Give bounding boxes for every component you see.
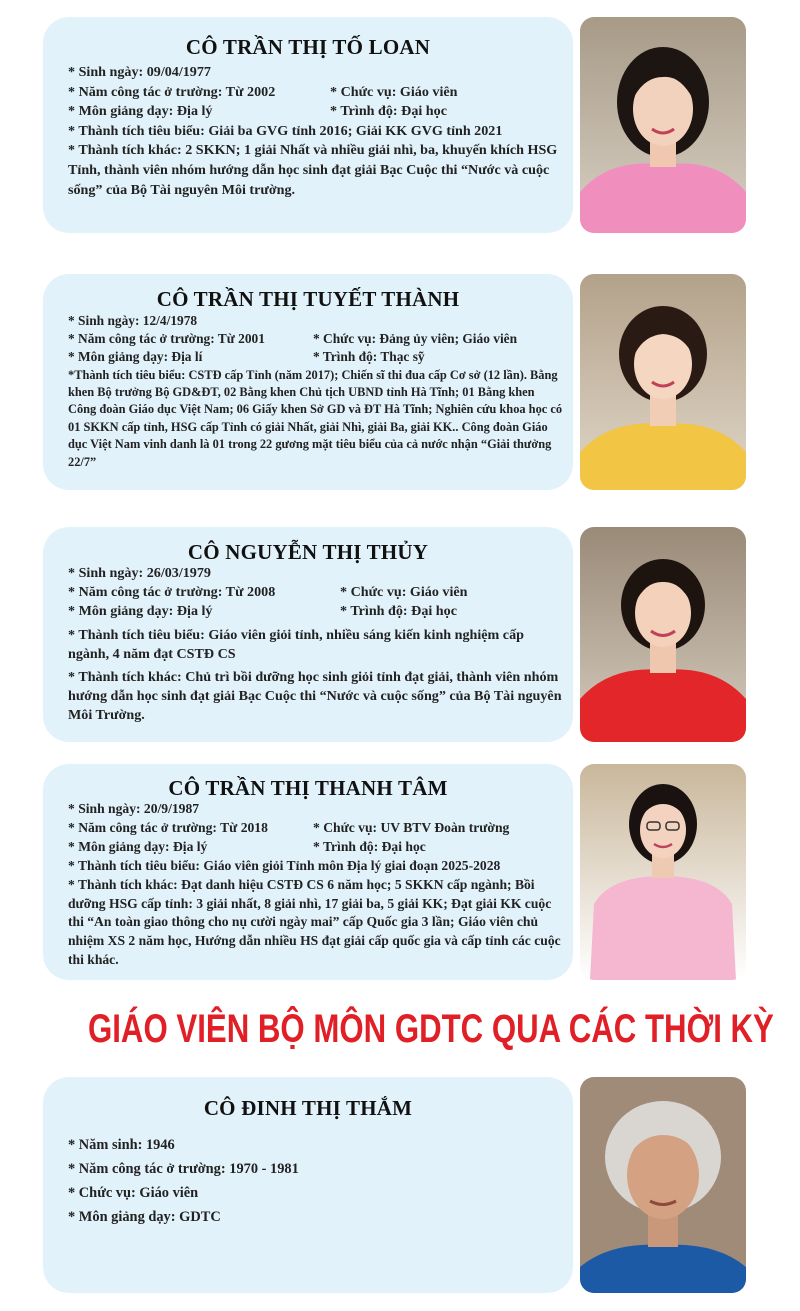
info-line: * Sinh ngày: 09/04/1977 xyxy=(68,64,211,80)
info-line: * Môn giảng dạy: Địa lí xyxy=(68,349,203,365)
info-row xyxy=(68,330,563,348)
info-line: * Sinh ngày: 12/4/1978 xyxy=(68,313,198,328)
info-line: * Trình độ: Đại học xyxy=(313,838,426,854)
portrait-image xyxy=(580,17,746,233)
info-line: * Trình độ: Thạc sỹ xyxy=(313,349,425,365)
teacher-card-1 xyxy=(43,17,573,233)
teacher-info xyxy=(43,800,573,970)
teacher-info xyxy=(43,63,573,200)
info-line: * Môn giảng dạy: GDTC xyxy=(68,1209,221,1225)
info-line: * Trình độ: Đại học xyxy=(330,103,447,120)
info-line: * Chức vụ: Đảng ủy viên; Giáo viên xyxy=(313,331,518,347)
info-line: * Chức vụ: Giáo viên xyxy=(330,83,458,100)
info-line: * Thành tích khác: Chủ trì bồi dưỡng học sinh giỏi tỉnh đạt giải, thành viên nhóm hướng dẫn học sinh đạt giải Bạc Cuộc thi “Nước và cuộc sống” của Bộ Tài nguyên Môi Trường. xyxy=(68,669,562,724)
info-row xyxy=(68,838,563,857)
info-line: * Năm công tác ở trường: Từ 2001 xyxy=(68,331,265,347)
info-line: * Chức vụ: Giáo viên xyxy=(68,1185,199,1201)
info-line: * Chức vụ: UV BTV Đoàn trường xyxy=(313,819,510,835)
info-line: * Thành tích tiêu biểu: Giáo viên giỏi Tỉnh môn Địa lý giai đoạn 2025-2028 xyxy=(68,857,501,873)
section-banner: GIÁO VIÊN BỘ MÔN GDTC QUA CÁC THỜI KỲ xyxy=(88,1007,774,1051)
info-line: * Trình độ: Đại học xyxy=(340,603,457,620)
info-line: * Thành tích tiêu biểu: Giáo viên giỏi tỉnh, nhiều sáng kiến kinh nghiệm cấp ngành, 4 năm đạt CSTĐ CS xyxy=(68,626,524,662)
info-line: * Chức vụ: Giáo viên xyxy=(340,584,468,601)
info-row xyxy=(68,83,563,103)
teacher-card-5 xyxy=(43,1077,573,1293)
teacher-info xyxy=(43,564,573,726)
info-row xyxy=(68,583,563,602)
info-line: * Năm công tác ở trường: Từ 2018 xyxy=(68,819,268,835)
info-line: * Môn giảng dạy: Địa lý xyxy=(68,603,213,620)
teacher-card-3 xyxy=(43,527,573,742)
teacher-photo-4 xyxy=(580,764,746,980)
teacher-photo-2 xyxy=(580,274,746,490)
teacher-card-2 xyxy=(43,274,573,490)
info-line: * Năm công tác ở trường: Từ 2008 xyxy=(68,584,276,601)
teacher-photo-3 xyxy=(580,527,746,742)
portrait-image xyxy=(580,764,746,980)
teacher-info xyxy=(43,1133,573,1229)
info-row xyxy=(68,602,563,621)
teacher-name: CÔ TRẦN THỊ THANH TÂM xyxy=(168,776,448,800)
info-line: * Năm công tác ở trường: 1970 - 1981 xyxy=(68,1161,299,1177)
info-line: * Môn giảng dạy: Địa lý xyxy=(68,103,213,120)
info-line: * Thành tích khác: 2 SKKN; 1 giải Nhất và nhiều giải nhì, ba, khuyến khích HSG Tỉnh, thành viên nhóm hướng dẫn học sinh đạt giải Bạc Cuộc thi “Nước và cuộc sống” của Bộ Tài nguyên Môi trường. xyxy=(68,142,558,198)
info-line: * Thành tích khác: Đạt danh hiệu CSTĐ CS 6 năm học; 5 SKKN cấp ngành; Bồi dưỡng HSG cấp tỉnh: 3 giải nhất, 8 giải nhì, 17 giải ba, 5 giải KK; Đạt giải KK cuộc thi “An toàn giao thông cho nụ cười ngày mai” cấp Quốc gia 3 lần; Giáo viên chủ nhiệm XS 2 năm học, Hướng dẫn nhiều HS đạt giải cấp quốc gia và cấp tỉnh các cuộc thi khác. xyxy=(68,876,561,968)
teacher-name: CÔ TRẦN THỊ TUYẾT THÀNH xyxy=(156,287,460,311)
info-row xyxy=(68,102,563,122)
portrait-image xyxy=(580,527,746,742)
info-row xyxy=(68,819,563,838)
teacher-photo-5 xyxy=(580,1077,746,1293)
info-line: * Sinh ngày: 26/03/1979 xyxy=(68,565,211,581)
info-row xyxy=(68,348,563,366)
portrait-image xyxy=(580,274,746,490)
teacher-name: CÔ TRẦN THỊ TỐ LOAN xyxy=(185,35,431,59)
info-line: * Sinh ngày: 20/9/1987 xyxy=(68,801,200,816)
info-line: * Năm sinh: 1946 xyxy=(68,1137,175,1153)
info-line: * Thành tích tiêu biểu: Giải ba GVG tỉnh 2016; Giải KK GVG tỉnh 2021 xyxy=(68,122,503,139)
teacher-card-4 xyxy=(43,764,573,980)
teacher-name: CÔ ĐINH THỊ THẮM xyxy=(203,1096,413,1120)
teacher-name: CÔ NGUYỄN THỊ THỦY xyxy=(187,540,429,564)
info-line: *Thành tích tiêu biểu: CSTĐ cấp Tỉnh (năm 2017); Chiến sĩ thi đua cấp Cơ sở (12 lần). Bằng khen Bộ trưởng Bộ GD&ĐT, 02 Bằng khen Chủ tịch UBND tỉnh Hà Tĩnh; 01 Bằng khen Công đoàn Giáo dục Việt Nam; 06 Giấy khen Sở GD và ĐT Hà Tĩnh; Nghiên cứu khoa học có 01 SKKN cấp tỉnh, HSG cấp Tỉnh có giải Nhất, giải Nhì, giải Ba, giải KK.. Công đoàn Giáo dục Việt Nam vinh danh là 01 trong 22 gương mặt tiêu biểu của cả nước nhận “Giải thưởng 22/7” xyxy=(68,367,563,469)
teacher-photo-1 xyxy=(580,17,746,233)
info-line: * Năm công tác ở trường: Từ 2002 xyxy=(68,83,276,100)
portrait-image xyxy=(580,1077,746,1293)
info-line: * Môn giảng dạy: Địa lý xyxy=(68,838,208,854)
teacher-info xyxy=(43,312,573,471)
